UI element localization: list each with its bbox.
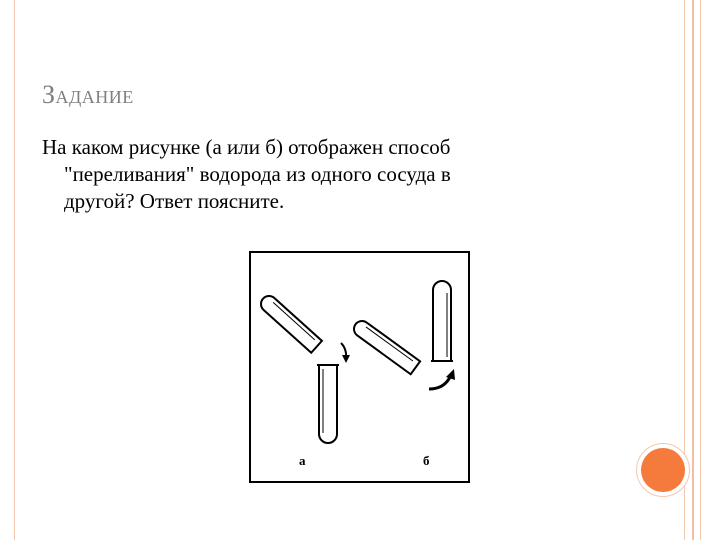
right-frame-line xyxy=(692,0,694,540)
question-line: "переливания" водорода из одного сосуда в xyxy=(64,162,451,186)
question-line: На каком рисунке (а или б) отображен способ xyxy=(42,135,451,159)
right-frame-line xyxy=(700,0,701,540)
label-a: а xyxy=(299,453,306,468)
tube-b-vertical xyxy=(431,281,453,361)
tube-a-vertical xyxy=(317,365,339,443)
question-text xyxy=(42,134,582,215)
left-frame-border xyxy=(0,0,15,540)
test-tubes-figure xyxy=(249,251,470,483)
decorative-circle xyxy=(641,448,685,492)
slide-title: Задание xyxy=(42,80,134,109)
right-frame-line xyxy=(684,0,685,540)
question-line: другой? Ответ поясните. xyxy=(64,189,285,213)
label-b: б xyxy=(423,453,430,468)
